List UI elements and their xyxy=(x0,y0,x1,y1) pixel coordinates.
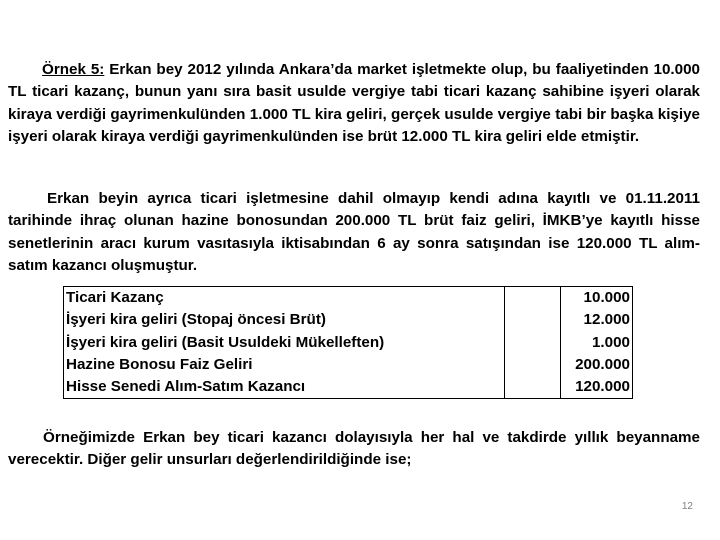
income-value-4: 120.000 xyxy=(575,378,630,396)
income-value-2: 1.000 xyxy=(591,333,630,351)
income-value-1: 12.000 xyxy=(583,311,630,329)
income-label-3: Hazine Bonosu Faiz Geliri xyxy=(66,355,253,373)
income-labels-cell xyxy=(64,287,505,399)
income-value-0: 10.000 xyxy=(583,289,630,306)
example-paragraph-2 xyxy=(8,188,700,277)
income-label-0: Ticari Kazanç xyxy=(66,289,164,306)
example-label: Örnek 5: xyxy=(42,61,105,78)
example-text-2: Erkan beyin ayrıca ticari işletmesine dahil olmayıp kendi adına kayıtlı ve 01.11.2011 tarihinde ihraç olunan hazine bonosundan 200.000 TL brüt faiz geliri, İMKB’ye kayıtlı hisse senetlerinin aracı kurum vasıtasıyla iktisabından 6 ay sonra satışından ise 120.000 TL alım-satım kazancı oluşmuştur. xyxy=(8,190,700,274)
income-value-3: 200.000 xyxy=(575,355,630,373)
income-table xyxy=(63,286,633,399)
income-label-1: İşyeri kira geliri (Stopaj öncesi Brüt) xyxy=(66,311,326,329)
page-number: 12 xyxy=(681,501,693,512)
income-label-4: Hisse Senedi Alım-Satım Kazancı xyxy=(66,378,306,396)
income-values-cell xyxy=(561,287,633,399)
example-paragraph-1 xyxy=(8,59,700,148)
conclusion-text: Örneğimizde Erkan bey ticari kazancı dolayısıyla her hal ve takdirde yıllık beyanname verecektir. Diğer gelir unsurları değerlendirildiğinde ise; xyxy=(8,429,700,469)
example-text-1: Erkan bey 2012 yılında Ankara’da market işletmekte olup, bu faaliyetinden 10.000 TL ticari kazanç, bunun yanı sıra basit usulde vergiye tabi ticari kazanç sahibine işyeri olarak kiraya verdiği gayrimenkulünden 1.000 TL kira geliri, gerçek usulde vergiye tabi bir başka kişiye işyeri olarak kiraya verdiği gayrimenkulünden ise brüt 12.000 TL kira geliri elde etmiştir. xyxy=(8,61,700,145)
conclusion-paragraph xyxy=(8,427,700,472)
income-gap-cell xyxy=(505,287,561,399)
income-label-2: İşyeri kira geliri (Basit Usuldeki Mükelleften) xyxy=(66,333,385,351)
